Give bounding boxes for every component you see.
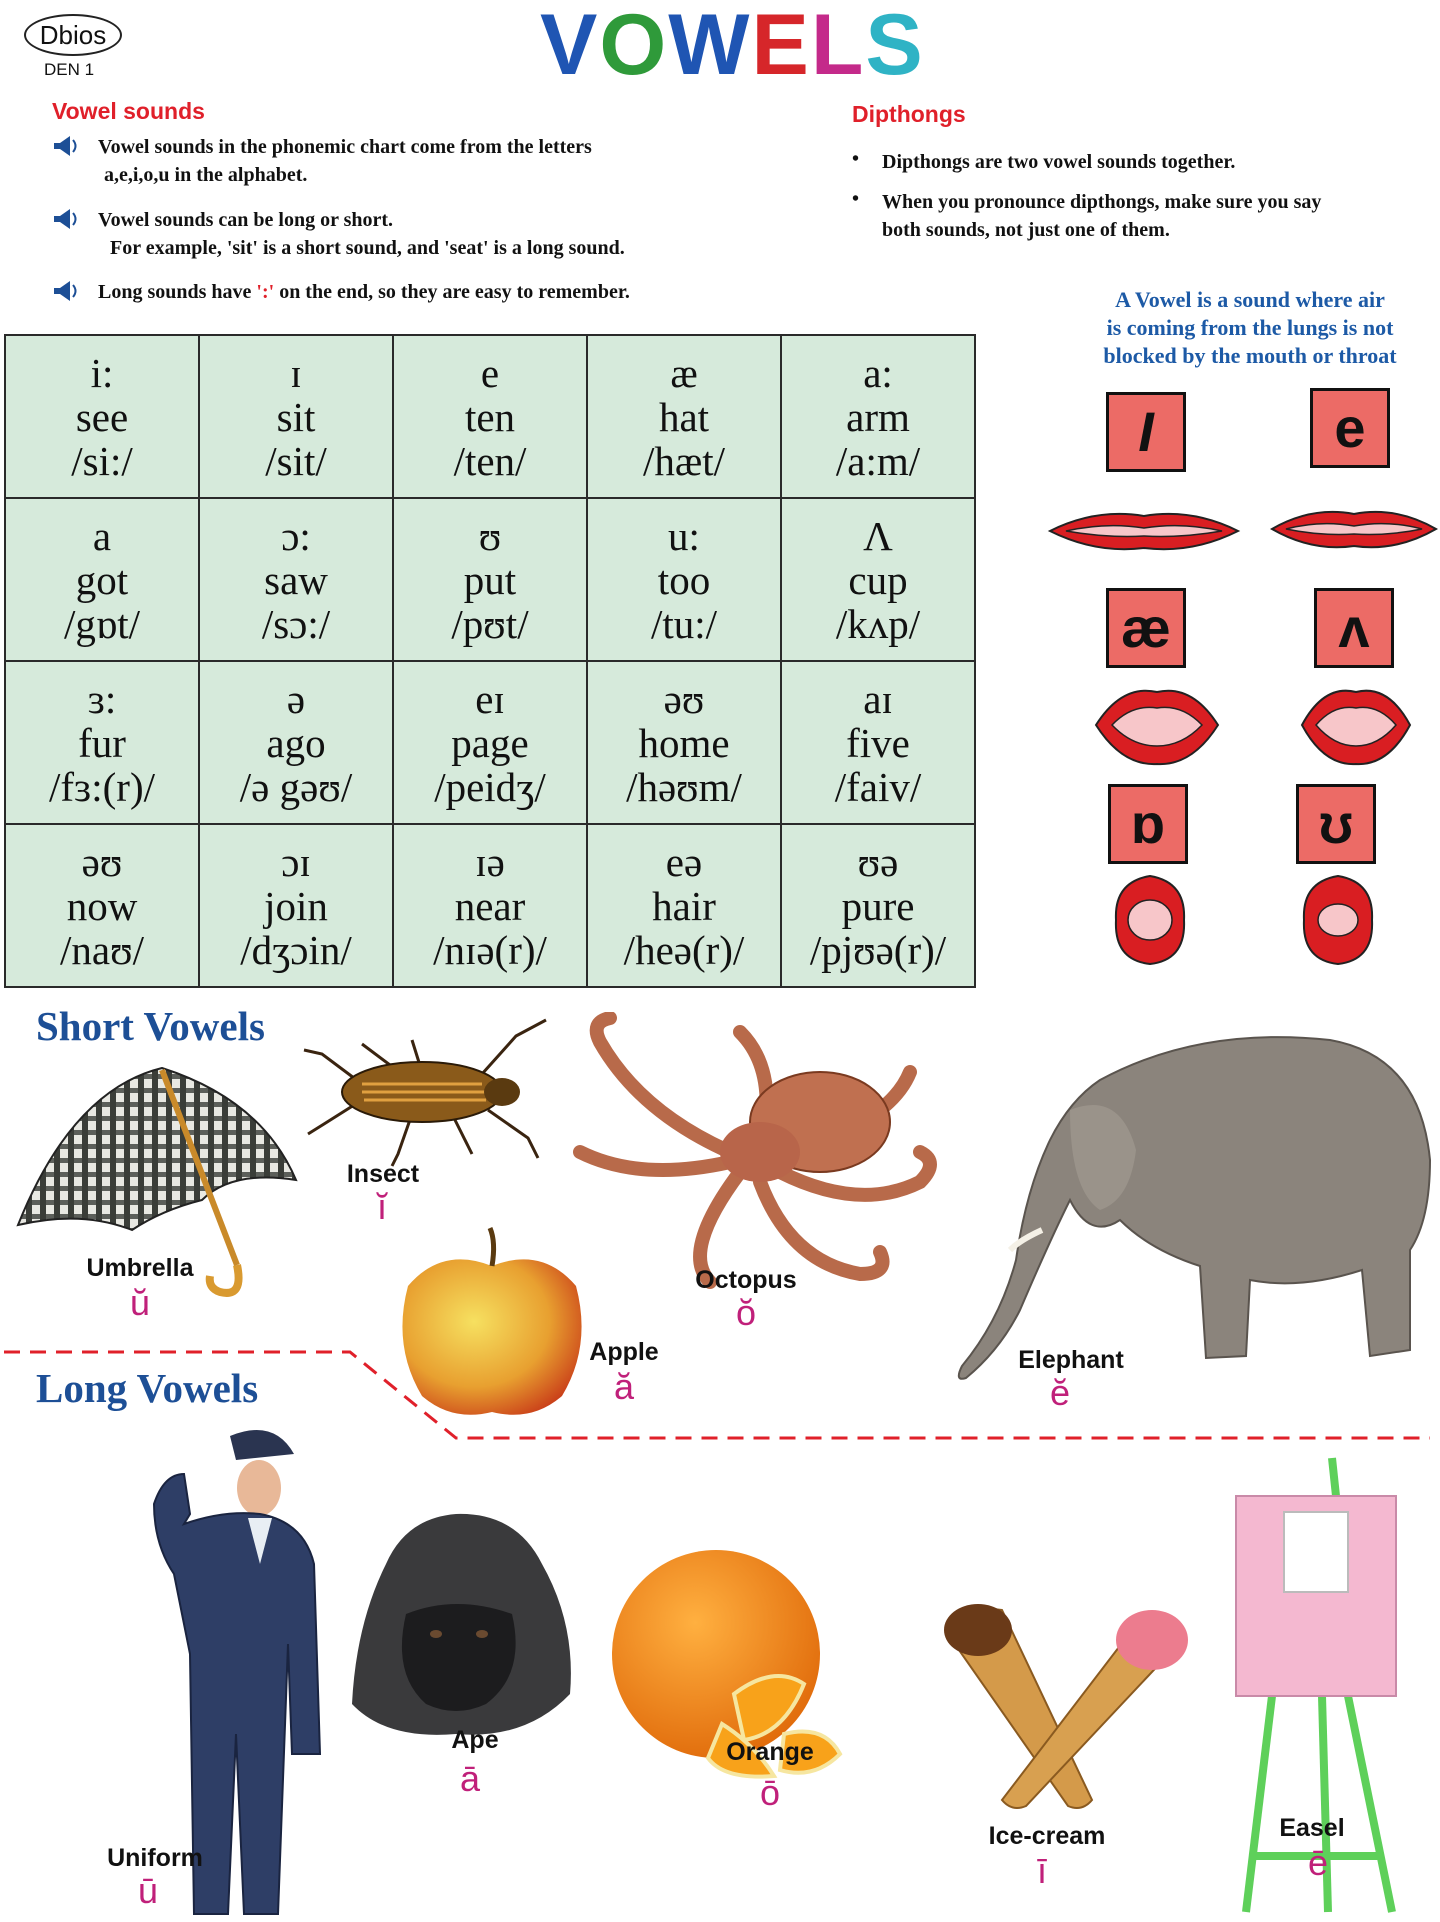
cell-word: saw bbox=[264, 556, 328, 603]
dipthongs-heading: Dipthongs bbox=[852, 101, 966, 127]
cell-ipa: /peidʒ/ bbox=[434, 763, 546, 810]
picture-label: Ice-cream bbox=[988, 1822, 1106, 1850]
phonemic-chart bbox=[4, 334, 976, 988]
cell-word: put bbox=[463, 556, 517, 603]
chart-cell bbox=[587, 661, 781, 824]
vowel-bullet-2-line-1: Vowel sounds can be long or short. bbox=[98, 209, 394, 231]
cell-ipa: /nɪə(r)/ bbox=[433, 926, 547, 973]
chart-row bbox=[5, 661, 975, 824]
insect-icon bbox=[302, 1014, 552, 1170]
chart-cell bbox=[5, 335, 199, 498]
cell-symbol: æ bbox=[670, 349, 698, 396]
cell-word: too bbox=[657, 556, 711, 603]
cell-ipa: /heə(r)/ bbox=[623, 926, 745, 973]
open-lips-icon bbox=[1298, 680, 1414, 770]
cell-ipa: /ə gəʊ/ bbox=[239, 763, 353, 810]
chart-cell bbox=[199, 498, 393, 661]
mouth-symbol-box: ʌ bbox=[1314, 588, 1394, 668]
vowel-mark: ĕ bbox=[1049, 1372, 1071, 1413]
dipthong-bullet-2-line-2: both sounds, not just one of them. bbox=[882, 219, 1170, 241]
cell-ipa: /kʌp/ bbox=[835, 600, 921, 647]
mouth-symbol-box: ʊ bbox=[1296, 784, 1376, 864]
chart-cell bbox=[781, 661, 975, 824]
cell-word: pure bbox=[841, 882, 915, 929]
page-title bbox=[540, 0, 925, 95]
note-line: blocked by the mouth or throat bbox=[1103, 343, 1397, 368]
speaker-icon bbox=[52, 208, 80, 230]
cell-ipa: /hæt/ bbox=[642, 437, 726, 484]
bullet-dot: • bbox=[852, 148, 860, 170]
picture-label: Insect bbox=[346, 1160, 420, 1188]
cell-ipa: /a:m/ bbox=[835, 437, 921, 484]
cell-symbol: ɪ bbox=[290, 349, 302, 396]
chart-cell bbox=[199, 824, 393, 987]
speaker-icon bbox=[52, 135, 80, 157]
cell-ipa: /tu:/ bbox=[650, 600, 718, 647]
picture-label: Elephant bbox=[1018, 1346, 1124, 1374]
mouth-symbol-box: ɒ bbox=[1108, 784, 1188, 864]
cell-symbol: aɪ bbox=[863, 675, 893, 722]
chart-cell bbox=[393, 824, 587, 987]
cell-symbol: a: bbox=[863, 349, 893, 396]
cell-symbol: əʊ bbox=[81, 838, 123, 885]
cell-ipa: /fɜ:(r)/ bbox=[48, 763, 155, 810]
vowel-bullet-2-line-2: For example, 'sit' is a short sound, and 'seat' is a long sound. bbox=[110, 237, 625, 259]
speaker-icon bbox=[52, 280, 80, 302]
cell-ipa: /sɔ:/ bbox=[261, 600, 331, 647]
cell-symbol: ɪə bbox=[475, 838, 505, 885]
brand-logo: Dbios bbox=[24, 14, 122, 56]
cell-symbol: eə bbox=[665, 838, 703, 885]
cell-ipa: /həʊm/ bbox=[626, 763, 742, 810]
chart-cell bbox=[587, 824, 781, 987]
dipthong-bullet-2-line-1: When you pronounce dipthongs, make sure you say bbox=[882, 191, 1322, 213]
cell-symbol: u: bbox=[668, 512, 700, 559]
vowel-mark: ā bbox=[459, 1758, 481, 1799]
round-lips-icon bbox=[1112, 872, 1188, 968]
cell-word: cup bbox=[848, 556, 908, 603]
cell-ipa: /pjʊə(r)/ bbox=[809, 926, 947, 973]
chart-cell bbox=[393, 498, 587, 661]
vowel-bullet-3-after: on the end, so they are easy to remember. bbox=[274, 281, 630, 303]
chart-row bbox=[5, 498, 975, 661]
vowel-mark: ĭ bbox=[376, 1186, 387, 1227]
picture-label: Octopus bbox=[695, 1266, 797, 1294]
chart-cell bbox=[199, 335, 393, 498]
cell-symbol: ʊə bbox=[857, 838, 899, 885]
chart-cell bbox=[587, 335, 781, 498]
cell-symbol: ɔ: bbox=[281, 512, 311, 559]
cell-symbol: i: bbox=[90, 349, 114, 396]
cell-word: fur bbox=[78, 719, 126, 766]
chart-cell bbox=[199, 661, 393, 824]
round-lips-icon bbox=[1300, 872, 1376, 968]
chart-row bbox=[5, 335, 975, 498]
closed-lips-icon bbox=[1046, 506, 1242, 556]
note-line: is coming from the lungs is not bbox=[1106, 315, 1394, 340]
cell-ipa: /ten/ bbox=[453, 437, 527, 484]
vowel-mark: ŏ bbox=[735, 1292, 757, 1333]
chart-cell bbox=[781, 335, 975, 498]
vowel-bullet-1-line-2: a,e,i,o,u in the alphabet. bbox=[104, 164, 308, 186]
cell-word: arm bbox=[846, 393, 910, 440]
title-letter-l: L bbox=[810, 0, 866, 93]
cell-symbol: ʊ bbox=[478, 512, 502, 559]
cell-word: near bbox=[454, 882, 526, 929]
vowel-bullet-3 bbox=[98, 278, 630, 306]
cell-symbol: ɔɪ bbox=[281, 838, 311, 885]
cell-ipa: /si:/ bbox=[71, 437, 133, 484]
title-letter-v: V bbox=[540, 0, 600, 93]
title-letter-o: O bbox=[599, 0, 669, 93]
vowel-mark: ŭ bbox=[129, 1282, 151, 1323]
cell-word: page bbox=[451, 719, 529, 766]
picture-label: Orange bbox=[726, 1738, 814, 1766]
bullet-dot: • bbox=[852, 188, 860, 210]
dipthong-bullet-1-line-1: Dipthongs are two vowel sounds together. bbox=[882, 151, 1236, 173]
chart-cell bbox=[781, 498, 975, 661]
title-letter-s: S bbox=[865, 0, 925, 93]
ape-icon bbox=[346, 1504, 580, 1740]
cell-symbol: a bbox=[92, 512, 112, 559]
title-letter-w: W bbox=[668, 0, 752, 93]
picture-label: Easel bbox=[1279, 1814, 1345, 1842]
dipthong-bullet-1 bbox=[852, 148, 1235, 176]
vowel-mark: ū bbox=[137, 1870, 159, 1911]
cell-symbol: eɪ bbox=[475, 675, 505, 722]
chart-cell bbox=[587, 498, 781, 661]
long-vowels-heading: Long Vowels bbox=[36, 1365, 259, 1411]
vowel-mark: ă bbox=[613, 1366, 635, 1407]
open-lips-icon bbox=[1092, 680, 1222, 770]
cell-ipa: /gɒt/ bbox=[63, 600, 141, 647]
chart-cell bbox=[393, 661, 587, 824]
vowel-definition-note bbox=[1060, 286, 1440, 370]
dipthong-bullet-2 bbox=[852, 188, 1321, 244]
cell-word: ago bbox=[266, 719, 326, 766]
vowel-mark: ē bbox=[1307, 1842, 1329, 1883]
picture-label: Apple bbox=[589, 1338, 659, 1366]
mouth-symbol-box: I bbox=[1106, 392, 1186, 472]
cell-word: ten bbox=[464, 393, 516, 440]
closed-lips-icon bbox=[1268, 504, 1440, 554]
chart-cell bbox=[781, 824, 975, 987]
vowel-bullet-3-before: Long sounds have bbox=[98, 281, 257, 303]
chart-cell bbox=[5, 661, 199, 824]
long-mark: ':' bbox=[256, 281, 275, 303]
chart-cell bbox=[5, 498, 199, 661]
chart-cell bbox=[5, 824, 199, 987]
cell-word: now bbox=[66, 882, 138, 929]
cell-symbol: Λ bbox=[863, 512, 893, 559]
vowel-bullet-1-line-1: Vowel sounds in the phonemic chart come from the letters bbox=[98, 136, 592, 158]
cell-word: home bbox=[638, 719, 730, 766]
chart-row bbox=[5, 824, 975, 987]
picture-label: Ape bbox=[451, 1726, 499, 1754]
cell-word: five bbox=[846, 719, 910, 766]
cell-word: hair bbox=[652, 882, 716, 929]
octopus-icon bbox=[560, 1012, 950, 1290]
picture-label: Uniform bbox=[107, 1844, 203, 1872]
vowel-bullet-2 bbox=[98, 206, 625, 262]
cell-symbol: ə bbox=[286, 675, 306, 722]
chart-cell bbox=[393, 335, 587, 498]
cell-symbol: əʊ bbox=[663, 675, 705, 722]
cell-ipa: /faiv/ bbox=[834, 763, 922, 810]
cell-ipa: /pʊt/ bbox=[451, 600, 529, 647]
cell-word: sit bbox=[276, 393, 316, 440]
cell-word: got bbox=[75, 556, 129, 603]
cell-symbol: e bbox=[480, 349, 500, 396]
cell-symbol: ɜ: bbox=[87, 675, 117, 722]
mouth-symbol-box: e bbox=[1310, 388, 1390, 468]
short-vowels-heading: Short Vowels bbox=[36, 1003, 265, 1049]
cell-ipa: /sit/ bbox=[265, 437, 327, 484]
cell-word: hat bbox=[658, 393, 710, 440]
title-letter-e: E bbox=[751, 0, 811, 93]
cell-word: join bbox=[264, 882, 328, 929]
vowel-mark: ō bbox=[759, 1772, 781, 1813]
cell-ipa: /dʒɔin/ bbox=[240, 926, 352, 973]
mouth-symbol-box: æ bbox=[1106, 588, 1186, 668]
vowel-mark: ī bbox=[1036, 1850, 1047, 1891]
note-line: A Vowel is a sound where air bbox=[1115, 287, 1385, 312]
cell-word: see bbox=[75, 393, 129, 440]
cell-ipa: /naʊ/ bbox=[60, 926, 144, 973]
brand-code: DEN 1 bbox=[44, 60, 95, 79]
vowel-sounds-heading: Vowel sounds bbox=[52, 98, 205, 124]
vowel-bullet-1 bbox=[98, 133, 592, 189]
picture-label: Umbrella bbox=[86, 1254, 194, 1282]
ice-cream-icon bbox=[942, 1600, 1192, 1812]
